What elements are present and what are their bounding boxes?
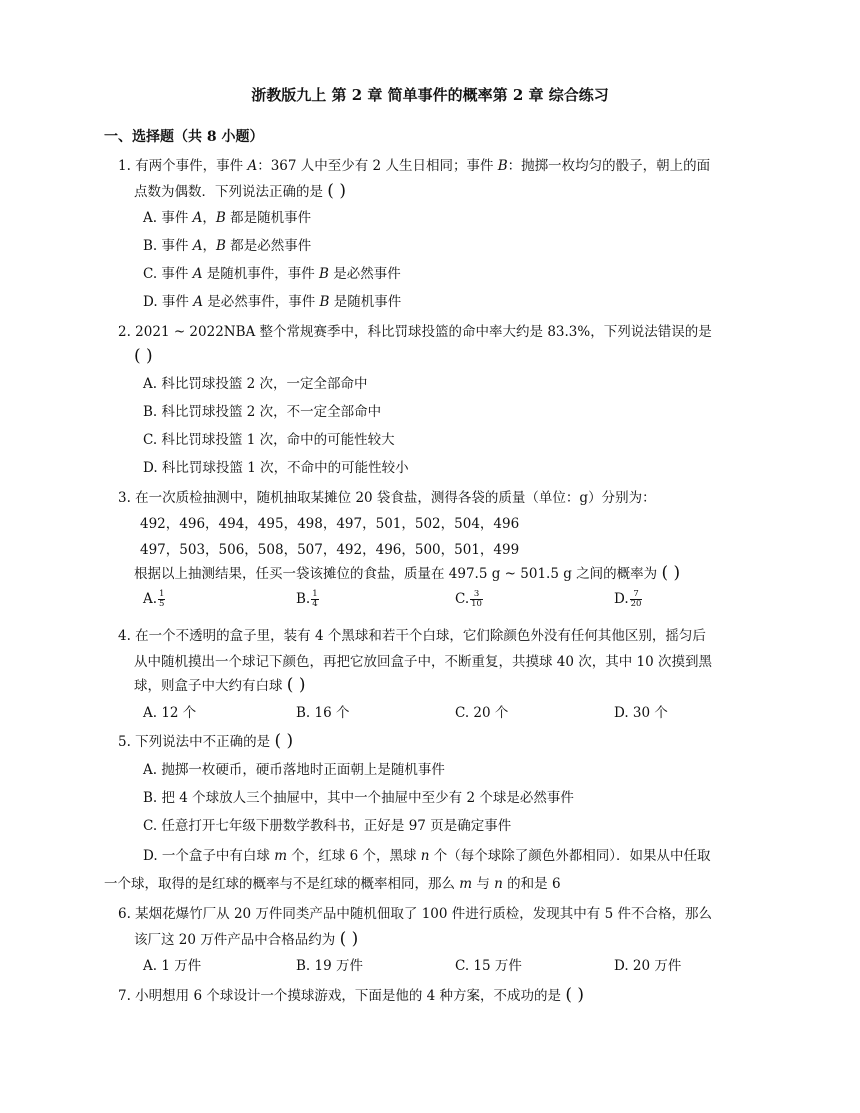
question-4-option-c: C. 20 个 — [455, 705, 509, 721]
question-2-option-b: B. 科比罚球投篮 2 次，不一定全部命中 — [143, 404, 382, 420]
question-2-option-c: C. 科比罚球投篮 1 次，命中的可能性较大 — [143, 432, 395, 448]
fraction: $\frac{1}{5}$ — [159, 589, 165, 609]
answer-blank: ( ) — [134, 346, 153, 366]
question-4-option-a: A. 12 个 — [143, 705, 197, 721]
question-4-option-b: B. 16 个 — [296, 705, 350, 721]
page-title: 浙教版九上 第 2 章 简单事件的概率第 2 章 综合练习 — [251, 86, 609, 104]
question-1-option-c: C. 事件 𝐴 是随机事件，事件 𝐵 是必然事件 — [143, 266, 401, 282]
question-6-option-d: D. 20 万件 — [614, 958, 682, 974]
question-1-option-b: B. 事件 𝐴，𝐵 都是必然事件 — [143, 238, 312, 254]
question-3-option-c: C. $\frac{3}{10}$ — [455, 589, 482, 609]
question-1-option-a: A. 事件 𝐴，𝐵 都是随机事件 — [143, 210, 312, 226]
question-2-option-a: A. 科比罚球投篮 2 次，一定全部命中 — [143, 376, 368, 392]
question-3-option-d: D. $\frac{7}{20}$ — [614, 589, 642, 609]
question-3-data-row-2: 497，503，506，508，507，492，496，500，501，499 — [140, 542, 520, 558]
question-3-option-b: B. $\frac{1}{4}$ — [296, 589, 318, 609]
question-4-option-d: D. 30 个 — [614, 705, 668, 721]
answer-blank: ( ) — [661, 563, 681, 583]
question-5-option-b: B. 把 4 个球放人三个抽屉中，其中一个抽屉中至少有 2 个球是必然事件 — [143, 790, 574, 806]
section-heading: 一、选择题（共 8 小题） — [104, 129, 264, 145]
question-7-line-1: 7. 小明想用 6 个球设计一个摸球游戏，下面是他的 4 种方案，不成功的是 ( ) — [118, 985, 584, 1005]
answer-blank: ( ) — [565, 985, 584, 1005]
answer-blank: ( ) — [339, 929, 359, 949]
fraction: $\frac{3}{10}$ — [471, 589, 482, 609]
question-5-option-d-cont: 一个球，取得的是红球的概率与不是红球的概率相同，那么 𝑚 与 𝑛 的和是 6 — [104, 876, 561, 892]
question-2-line-2 — [134, 346, 153, 366]
question-1-line-2: 点数为偶数．下列说法正确的是 ( ) — [134, 181, 346, 201]
question-4-line-2: 从中随机摸出一个球记下颜色，再把它放回盒子中，不断重复，共摸球 40 次，其中 10 次摸到黑 — [134, 654, 713, 670]
question-6-line-1: 6. 某烟花爆竹厂从 20 万件同类产品中随机佃取了 100 件进行质检，发现其中有 5 件不合格，那么 — [118, 906, 712, 922]
question-5-option-a: A. 抛掷一枚硬币，硬币落地时正面朝上是随机事件 — [143, 762, 445, 778]
question-5-option-d: D. 一个盒子中有白球 𝑚 个，红球 6 个，黑球 𝑛 个（每个球除了颜色外都相同）．如果从中任取 — [143, 848, 711, 864]
question-1-option-d: D. 事件 𝐴 是必然事件，事件 𝐵 是随机事件 — [143, 294, 402, 310]
question-3-data-row-1: 492，496，494，495，498，497，501，502，504，496 — [140, 516, 520, 532]
question-4-line-3: 球，则盒子中大约有白球 ( ) — [134, 675, 306, 695]
question-2-option-d: D. 科比罚球投篮 1 次，不命中的可能性较小 — [143, 460, 409, 476]
question-3-line-1: 3. 在一次质检抽测中，随机抽取某摊位 20 袋食盐，测得各袋的质量（单位：g）分别为： — [118, 490, 656, 506]
question-3-line-4: 根据以上抽测结果，任买一袋该摊位的食盐，质量在 497.5 g ~ 501.5 g 之间的概率为 ( ) — [134, 563, 681, 583]
question-6-option-c: C. 15 万件 — [455, 958, 522, 974]
question-2-line-1: 2. 2021 ~ 2022NBA 整个常规赛季中，科比罚球投篮的命中率大约是 83.3%，下列说法错误的是 — [118, 324, 712, 340]
question-6-option-a: A. 1 万件 — [143, 958, 202, 974]
fraction: $\frac{1}{4}$ — [312, 589, 318, 609]
question-5-option-c: C. 任意打开七年级下册数学教科书，正好是 97 页是确定事件 — [143, 818, 512, 834]
question-6-line-2: 该厂这 20 万件产品中合格品约为 ( ) — [134, 929, 359, 949]
question-6-option-b: B. 19 万件 — [296, 958, 363, 974]
answer-blank: ( ) — [286, 675, 306, 695]
fraction: $\frac{7}{20}$ — [630, 589, 642, 609]
answer-blank: ( ) — [327, 181, 346, 201]
question-1-line-1: 1. 有两个事件，事件 𝐴：367 人中至少有 2 人生日相同；事件 𝐵：抛掷一枚均匀的骰子，朝上的面 — [118, 158, 711, 174]
question-5-line-1: 5. 下列说法中不正确的是 ( ) — [118, 731, 294, 751]
question-4-line-1: 4. 在一个不透明的盒子里，装有 4 个黑球和若干个白球，它们除颜色外没有任何其他区别，摇匀后 — [118, 628, 706, 644]
question-3-option-a: A. $\frac{1}{5}$ — [143, 589, 165, 609]
answer-blank: ( ) — [274, 731, 294, 751]
